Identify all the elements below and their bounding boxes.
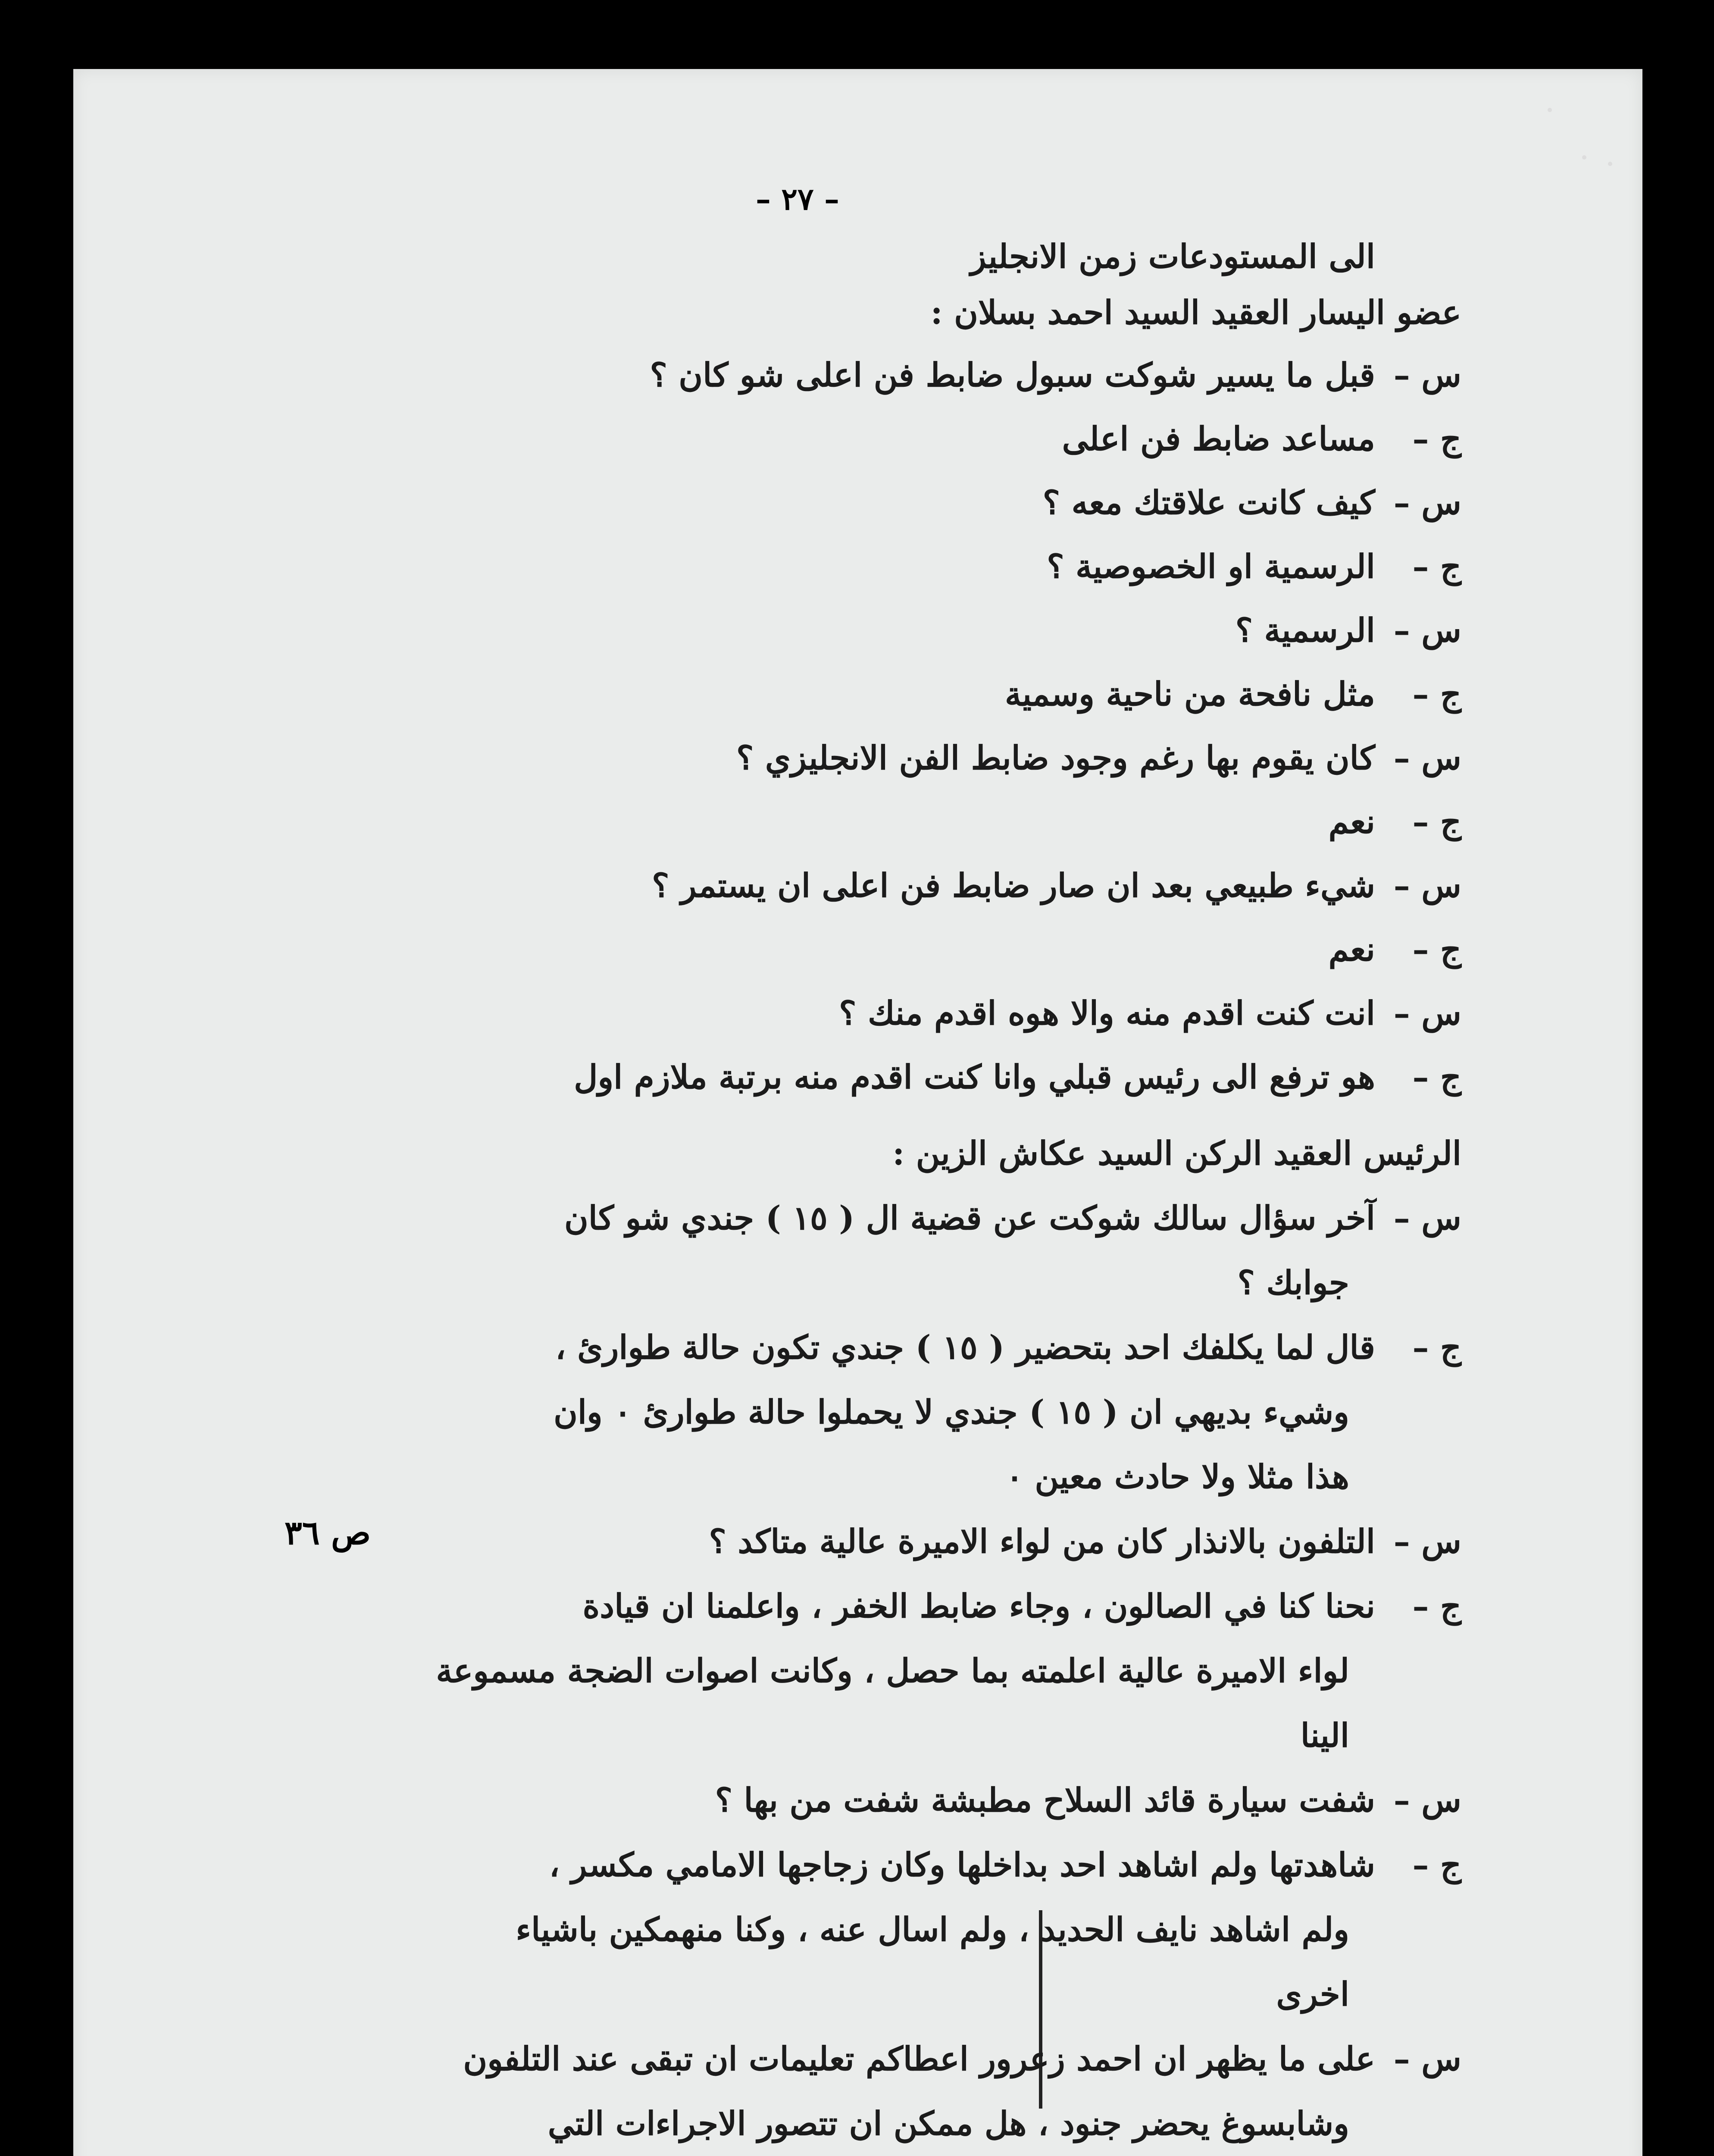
qa-marker: ج –	[1412, 930, 1461, 968]
qa-text: كان يقوم بها رغم وجود ضابط الفن الانجليزي ؟	[736, 739, 1375, 777]
heading-1: الى المستودعات زمن الانجليز	[970, 237, 1375, 276]
qa-line	[715, 1781, 1461, 1819]
qa-continuation: الينا	[1300, 1716, 1349, 1755]
qa-text: انت كنت اقدم منه والا هوه اقدم منك ؟	[839, 994, 1375, 1032]
qa-continuation: وشيء بديهي ان ( ١٥ ) جندي لا يحملوا حالة طوارئ ٠ وان	[554, 1393, 1349, 1431]
qa-line	[839, 994, 1461, 1032]
qa-continuation: وشابسوغ يحضر جنود ، هل ممكن ان تتصور الاجراءات التي	[547, 2104, 1349, 2143]
qa-line	[1329, 930, 1461, 968]
qa-marker: س –	[1393, 739, 1461, 777]
qa-line	[1062, 420, 1461, 458]
qa-line	[1235, 611, 1461, 649]
qa-marker: س –	[1393, 1522, 1461, 1561]
qa-text: التلفون بالانذار كان من لواء الاميرة عالية متاكد ؟	[709, 1522, 1375, 1561]
qa-marker: ج –	[1412, 420, 1461, 458]
qa-line	[709, 1522, 1461, 1561]
speck	[1548, 108, 1552, 112]
qa-marker: س –	[1393, 866, 1461, 905]
qa-text: الرسمية ؟	[1235, 611, 1375, 649]
qa-line	[463, 2040, 1461, 2078]
qa-marker: س –	[1393, 1199, 1461, 1237]
qa-line	[574, 1058, 1461, 1096]
qa-text: نعم	[1328, 802, 1375, 841]
qa-text: كيف كانت علاقتك معه ؟	[1042, 483, 1375, 522]
qa-marker: س –	[1393, 356, 1461, 394]
qa-text: مساعد ضابط فن اعلى	[1062, 420, 1375, 458]
qa-marker: ج –	[1412, 1328, 1461, 1366]
qa-continuation: ولم اشاهد نايف الحديد ، ولم اسال عنه ، وكنا منهمكين باشياء	[516, 1910, 1349, 1949]
qa-line	[650, 356, 1461, 394]
qa-continuation: هذا مثلا ولا حادث معين ٠	[1006, 1457, 1349, 1496]
heading-2: عضو اليسار العقيد السيد احمد بسلان :	[930, 293, 1461, 332]
qa-marker: ج –	[1412, 675, 1461, 713]
page-number: – ٢٧ –	[756, 181, 839, 217]
qa-text: مثل نافحة من ناحية وسمية	[1004, 675, 1375, 713]
qa-text: على ما يظهر ان احمد زعرور اعطاكم تعليمات ان تبقى عند التلفون	[463, 2040, 1375, 2078]
paper-sheet	[73, 69, 1642, 2156]
qa-continuation: جوابك ؟	[1237, 1263, 1349, 1302]
qa-text: قال لما يكلفك احد بتحضير ( ١٥ ) جندي تكون حالة طوارئ ،	[555, 1328, 1375, 1366]
qa-text: شاهدتها ولم اشاهد احد بداخلها وكان زجاجها الامامي مكسر ،	[549, 1846, 1375, 1884]
qa-line	[1047, 547, 1461, 586]
qa-text: شيء طبيعي بعد ان صار ضابط فن اعلى ان يستمر ؟	[652, 866, 1375, 905]
heading-3: الرئيس العقيد الركن السيد عكاش الزين :	[892, 1134, 1461, 1172]
qa-line	[652, 866, 1461, 905]
qa-marker: ج –	[1412, 1058, 1461, 1096]
qa-line	[1043, 483, 1461, 522]
qa-text: شفت سيارة قائد السلاح مطبشة شفت من بها ؟	[715, 1781, 1375, 1819]
qa-marker: س –	[1393, 2040, 1461, 2078]
qa-text: الرسمية او الخصوصية ؟	[1047, 547, 1375, 586]
speck	[1608, 162, 1612, 166]
qa-continuation: اخرى	[1276, 1975, 1349, 2013]
qa-line	[736, 739, 1461, 777]
qa-text: قبل ما يسير شوكت سبول ضابط فن اعلى شو كان ؟	[650, 356, 1375, 394]
qa-marker: س –	[1393, 483, 1461, 522]
speck	[1582, 155, 1586, 160]
qa-text: آخر سؤال سالك شوكت عن قضية ال ( ١٥ ) جندي شو كان	[564, 1199, 1375, 1237]
margin-note: ص ٣٦	[285, 1514, 371, 1552]
qa-marker: س –	[1393, 994, 1461, 1032]
qa-continuation: لواء الاميرة عالية اعلمته بما حصل ، وكانت اصوات الضجة مسموعة	[436, 1651, 1349, 1690]
qa-marker: ج –	[1412, 1587, 1461, 1625]
qa-marker: س –	[1393, 611, 1461, 649]
qa-marker: س –	[1393, 1781, 1461, 1819]
qa-line	[549, 1846, 1461, 1884]
qa-marker: ج –	[1412, 802, 1461, 841]
qa-text: هو ترفع الى رئيس قبلي وانا كنت اقدم منه برتبة ملازم اول	[574, 1058, 1375, 1096]
qa-text: نحنا كنا في الصالون ، وجاء ضابط الخفر ، واعلمنا ان قيادة	[582, 1587, 1375, 1625]
qa-line	[564, 1199, 1461, 1237]
qa-line	[555, 1328, 1461, 1366]
qa-marker: ج –	[1412, 547, 1461, 586]
qa-line	[1329, 802, 1461, 841]
qa-line	[1005, 675, 1461, 713]
qa-text: نعم	[1328, 930, 1375, 968]
qa-marker: ج –	[1412, 1846, 1461, 1884]
qa-line	[582, 1587, 1461, 1625]
